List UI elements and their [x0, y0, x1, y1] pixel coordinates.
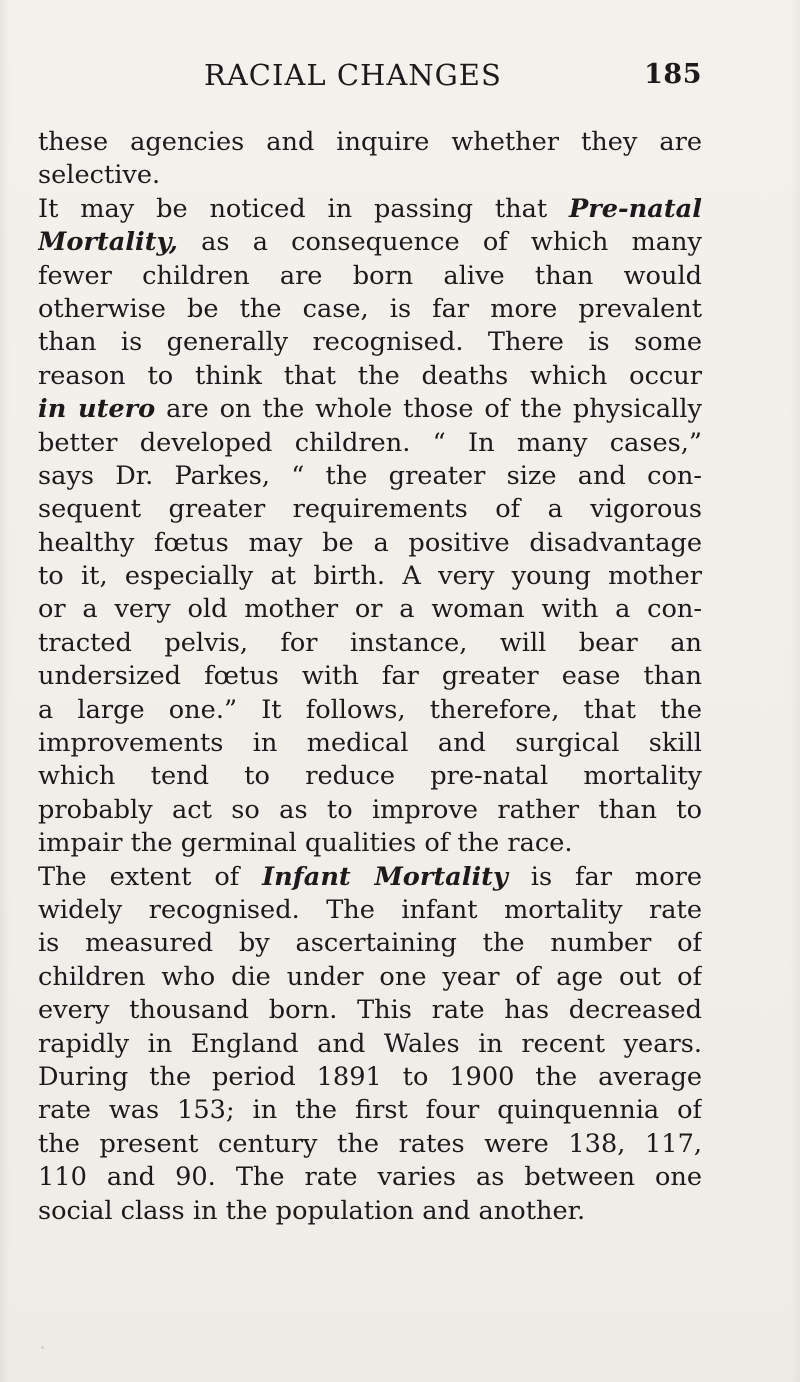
- text-line-27: every thousand born. This rate has decreased: [38, 995, 702, 1026]
- text-line-18: a large one.” It follows, therefore, that the: [38, 694, 702, 725]
- text-line-1: these agencies and inquire whether they are: [38, 127, 702, 157]
- text-line-29: During the period 1891 to 1900 the average: [38, 1061, 702, 1092]
- running-head: [38, 58, 702, 98]
- text-line-2: selective.: [38, 160, 161, 191]
- text-line-31: the present century the rates were 138, 117,: [38, 1128, 702, 1159]
- text-line-30: rate was 153; in the first four quinquennia of: [38, 1095, 702, 1126]
- text-line-11: says Dr. Parkes, “ the greater size and con-: [38, 460, 702, 491]
- text-line-13: healthy fœtus may be a positive disadvantage: [38, 527, 702, 558]
- text-line-26: children who die under one year of age out of: [38, 961, 702, 992]
- text-line-25: is measured by ascertaining the number of: [38, 928, 702, 959]
- text-line-3: It may be noticed in passing that Pre-natal: [38, 193, 702, 224]
- text-line-28: rapidly in England and Wales in recent years.: [38, 1028, 702, 1059]
- text-line-7: than is generally recognised. There is some: [38, 327, 702, 358]
- body-text: [38, 126, 702, 1228]
- text-line-5: fewer children are born alive than would: [38, 260, 702, 291]
- text-line-21: probably act so as to improve rather than to: [38, 794, 702, 825]
- term-pre-natal-mortality-cont: Mortality,: [38, 227, 178, 258]
- text-line-6: otherwise be the case, is far more prevalent: [38, 293, 702, 324]
- text-line-4: Mortality, as a consequence of which many: [38, 227, 702, 258]
- text-line-16: tracted pelvis, for instance, will bear an: [38, 627, 702, 658]
- text-line-22: impair the germinal qualities of the race.: [38, 828, 573, 859]
- text-line-12: sequent greater requirements of a vigorous: [38, 494, 702, 525]
- page-right-edge: [790, 0, 800, 1382]
- text-line-15: or a very old mother or a woman with a con-: [38, 594, 702, 625]
- text-line-32: 110 and 90. The rate varies as between one: [38, 1162, 702, 1193]
- text-line-14: to it, especially at birth. A very young mother: [38, 561, 702, 592]
- running-title: RACIAL CHANGES: [204, 58, 502, 92]
- paper-speck: [41, 1346, 44, 1349]
- text-line-10: better developed children. “ In many cases,”: [38, 427, 702, 458]
- text-line-17: undersized fœtus with far greater ease than: [38, 661, 702, 692]
- page-left-edge: [0, 0, 10, 1382]
- page-number: 185: [644, 59, 702, 90]
- text-line-24: widely recognised. The infant mortality rate: [38, 894, 702, 925]
- term-pre-natal-mortality: Pre-natal: [569, 193, 702, 224]
- text-line-23: The extent of Infant Mortality is far more: [38, 861, 702, 892]
- term-infant-mortality: Infant Mortality: [262, 861, 508, 892]
- text-line-8: reason to think that the deaths which occur: [38, 360, 702, 391]
- text-line-20: which tend to reduce pre-natal mortality: [38, 761, 702, 792]
- term-in-utero: in utero: [38, 394, 156, 425]
- text-line-33: social class in the population and another.: [38, 1195, 586, 1226]
- text-line-19: improvements in medical and surgical skill: [38, 728, 702, 759]
- text-line-9: in utero are on the whole those of the physically: [38, 394, 702, 425]
